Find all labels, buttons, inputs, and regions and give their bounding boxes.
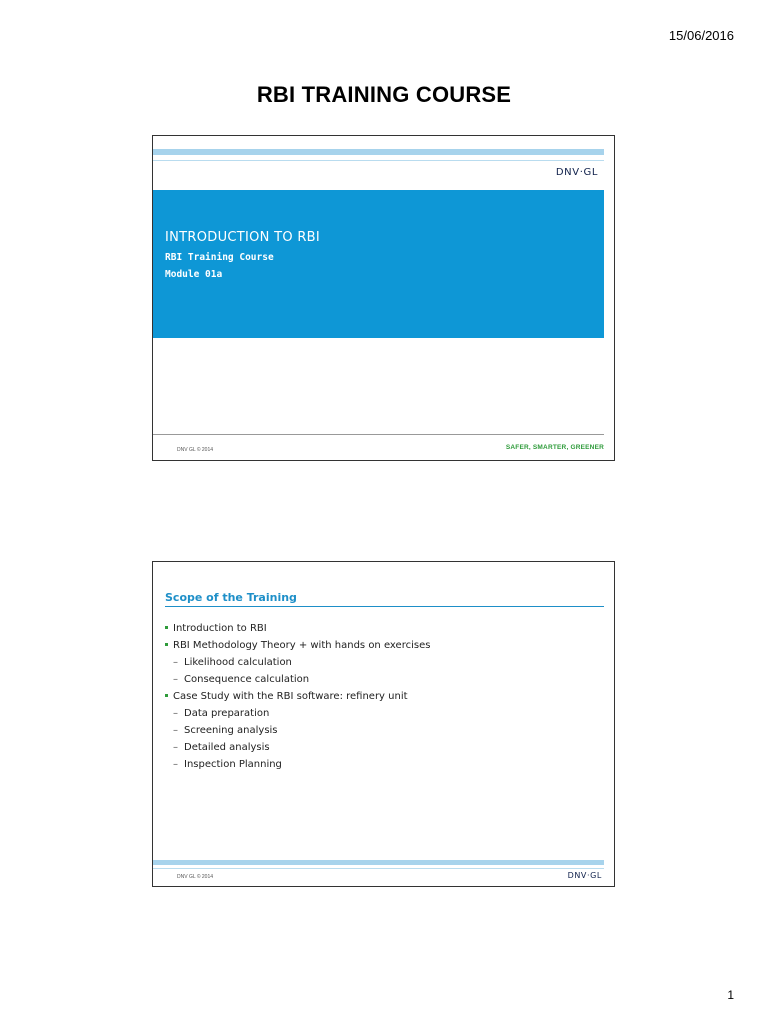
footer-divider [153, 434, 604, 435]
list-item: – Consequence calculation [165, 671, 604, 688]
list-item: – Detailed analysis [165, 739, 604, 756]
page-title: RBI TRAINING COURSE [256, 82, 512, 107]
slide-2-thumbnail [152, 561, 615, 887]
footer-stripe-thin [153, 868, 604, 869]
header-stripe [153, 149, 604, 155]
list-item: RBI Methodology Theory + with hands on exercises [165, 637, 604, 654]
list-item: – Screening analysis [165, 722, 604, 739]
list-item: – Data preparation [165, 705, 604, 722]
list-item: – Inspection Planning [165, 756, 604, 773]
footer-stripe [153, 860, 604, 865]
page-number: 1 [727, 988, 734, 1002]
slide-subtitle-course: RBI Training Course [165, 252, 274, 263]
tagline: SAFER, SMARTER, GREENER [505, 444, 604, 451]
dnvgl-logo: DNV·GL [555, 167, 598, 178]
dnvgl-logo: DNV·GL [567, 871, 602, 880]
header-stripe-thin [153, 160, 604, 161]
heading-underline [165, 606, 604, 607]
copyright-text: DNV GL © 2014 [177, 447, 214, 453]
date-label: 15/06/2016 [668, 28, 734, 43]
slide-subtitle-module: Module 01a [165, 269, 223, 280]
slide-title: INTRODUCTION TO RBI [165, 230, 321, 245]
list-item: Introduction to RBI [165, 620, 604, 637]
title-banner [153, 190, 604, 338]
list-item: – Likelihood calculation [165, 654, 604, 671]
list-item: Case Study with the RBI software: refinery unit [165, 688, 604, 705]
bullet-list [165, 620, 604, 773]
slide-heading: Scope of the Training [165, 591, 297, 604]
copyright-text: DNV GL © 2014 [177, 874, 214, 880]
slide-1-thumbnail [152, 135, 615, 461]
